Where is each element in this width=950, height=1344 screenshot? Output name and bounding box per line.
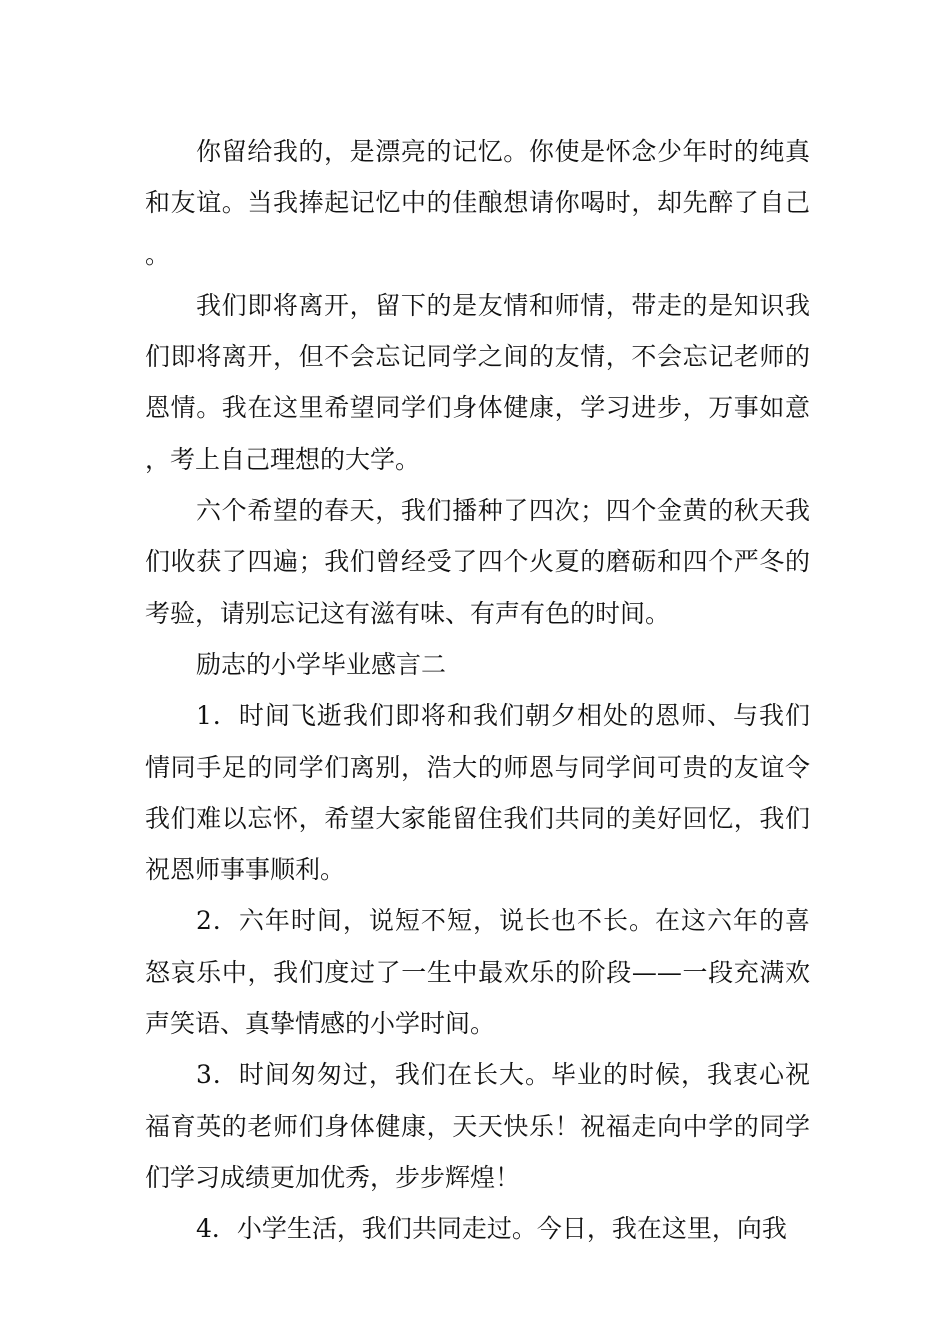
paragraph-four-years: 六个希望的春天，我们播种了四次；四个金黄的秋天我们收获了四遍；我们曾经受了四个火夏的磨砺和四个严冬的考验，请别忘记这有滋有味、有声有色的时间。 <box>145 496 810 628</box>
list-item-2: 2．六年时间，说短不短，说长也不长。在这六年的喜怒哀乐中，我们度过了一生中最欢乐的阶段——一段充满欢声笑语、真挚情感的小学时间。 <box>145 906 810 1039</box>
list-item-3: 3．时间匆匆过，我们在长大。毕业的时候，我衷心祝福育英的老师们身体健康，天天快乐！祝福走向中学的同学们学习成绩更加优秀，步步辉煌！ <box>145 1060 810 1192</box>
document-body <box>145 126 810 1255</box>
paragraph-leaving: 我们即将离开，留下的是友情和师情，带走的是知识我们即将离开，但不会忘记同学之间的友情，不会忘记老师的恩情。我在这里希望同学们身体健康，学习进步，万事如意，考上自己理想的大学。 <box>145 290 810 474</box>
paragraph-memory: 你留给我的，是漂亮的记忆。你使是怀念少年时的纯真和友谊。当我捧起记忆中的佳酿想请你喝时，却先醉了自己。 <box>145 137 810 269</box>
section-heading: 励志的小学毕业感言二 <box>196 649 447 679</box>
list-item-4: 4．小学生活，我们共同走过。今日，我在这里，向我 <box>196 1214 787 1244</box>
list-item-1: 1．时间飞逝我们即将和我们朝夕相处的恩师、与我们情同手足的同学们离别，浩大的师恩与同学间可贵的友谊令我们难以忘怀，希望大家能留住我们共同的美好回忆，我们祝恩师事事顺利。 <box>145 701 810 885</box>
